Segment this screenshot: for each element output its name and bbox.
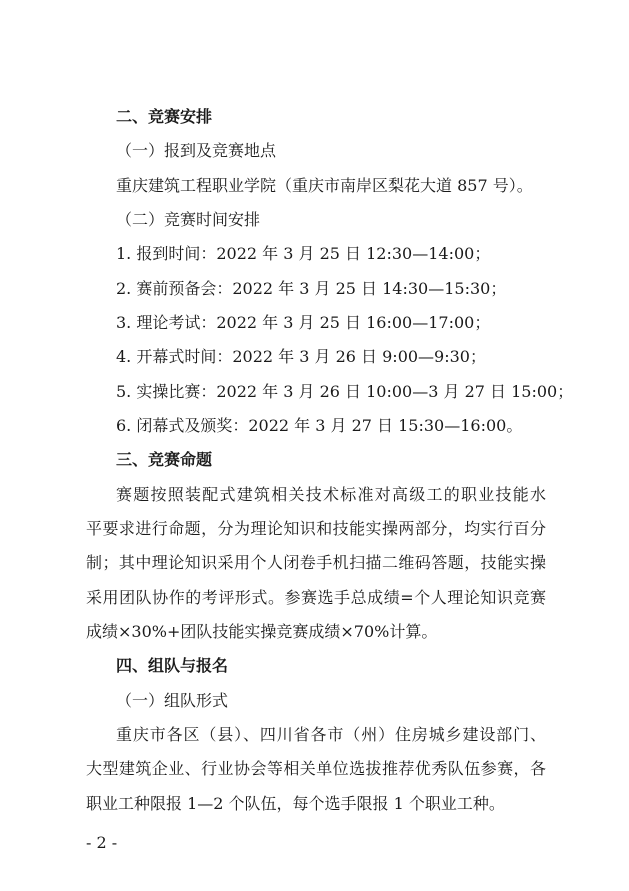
paragraph-line: 平要求进行命题，分为理论知识和技能实操两部分，均实行百分	[86, 519, 546, 538]
schedule-item: 1. 报到时间：2022 年 3 月 25 日 12:30—14:00；	[116, 244, 491, 263]
paragraph-line: 职业工种限报 1—2 个队伍，每个选手限报 1 个职业工种。	[86, 794, 505, 813]
paragraph-line: 大型建筑企业、行业协会等相关单位选拔推荐优秀队伍参赛，各	[86, 759, 546, 778]
schedule-item: 4. 开幕式时间：2022 年 3 月 26 日 9:00—9:30；	[116, 347, 486, 366]
schedule-item: 6. 闭幕式及颁奖：2022 年 3 月 27 日 15:30—16:00。	[116, 416, 523, 435]
section-heading-arrangement: 二、竞赛安排	[116, 107, 213, 126]
section-heading-teams: 四、组队与报名	[116, 656, 229, 675]
section-heading-topics: 三、竞赛命题	[116, 450, 213, 469]
subheading-schedule: （二）竞赛时间安排	[116, 210, 261, 229]
schedule-item: 2. 赛前预备会：2022 年 3 月 25 日 14:30—15:30；	[116, 279, 507, 298]
schedule-item: 3. 理论考试：2022 年 3 月 25 日 16:00—17:00；	[116, 313, 491, 332]
page-number: - 2 -	[86, 833, 118, 852]
paragraph-line: 采用团队协作的考评形式。参赛选手总成绩=个人理论知识竞赛	[86, 588, 546, 607]
venue-text: 重庆建筑工程职业学院（重庆市南岸区梨花大道 857 号）。	[116, 176, 533, 195]
paragraph-line: 赛题按照装配式建筑相关技术标准对高级工的职业技能水	[116, 485, 546, 504]
subheading-team-form: （一）组队形式	[116, 691, 229, 710]
paragraph-line: 重庆市各区（县）、四川省各市（州）住房城乡建设部门、	[116, 725, 546, 744]
schedule-item: 5. 实操比赛：2022 年 3 月 26 日 10:00—3 月 27 日 15:00；	[116, 382, 574, 401]
subheading-venue: （一）报到及竞赛地点	[116, 141, 277, 160]
paragraph-line: 制；其中理论知识采用个人闭卷手机扫描二维码答题，技能实操	[86, 553, 546, 572]
paragraph-line: 成绩×30%+团队技能实操竞赛成绩×70%计算。	[86, 622, 438, 641]
